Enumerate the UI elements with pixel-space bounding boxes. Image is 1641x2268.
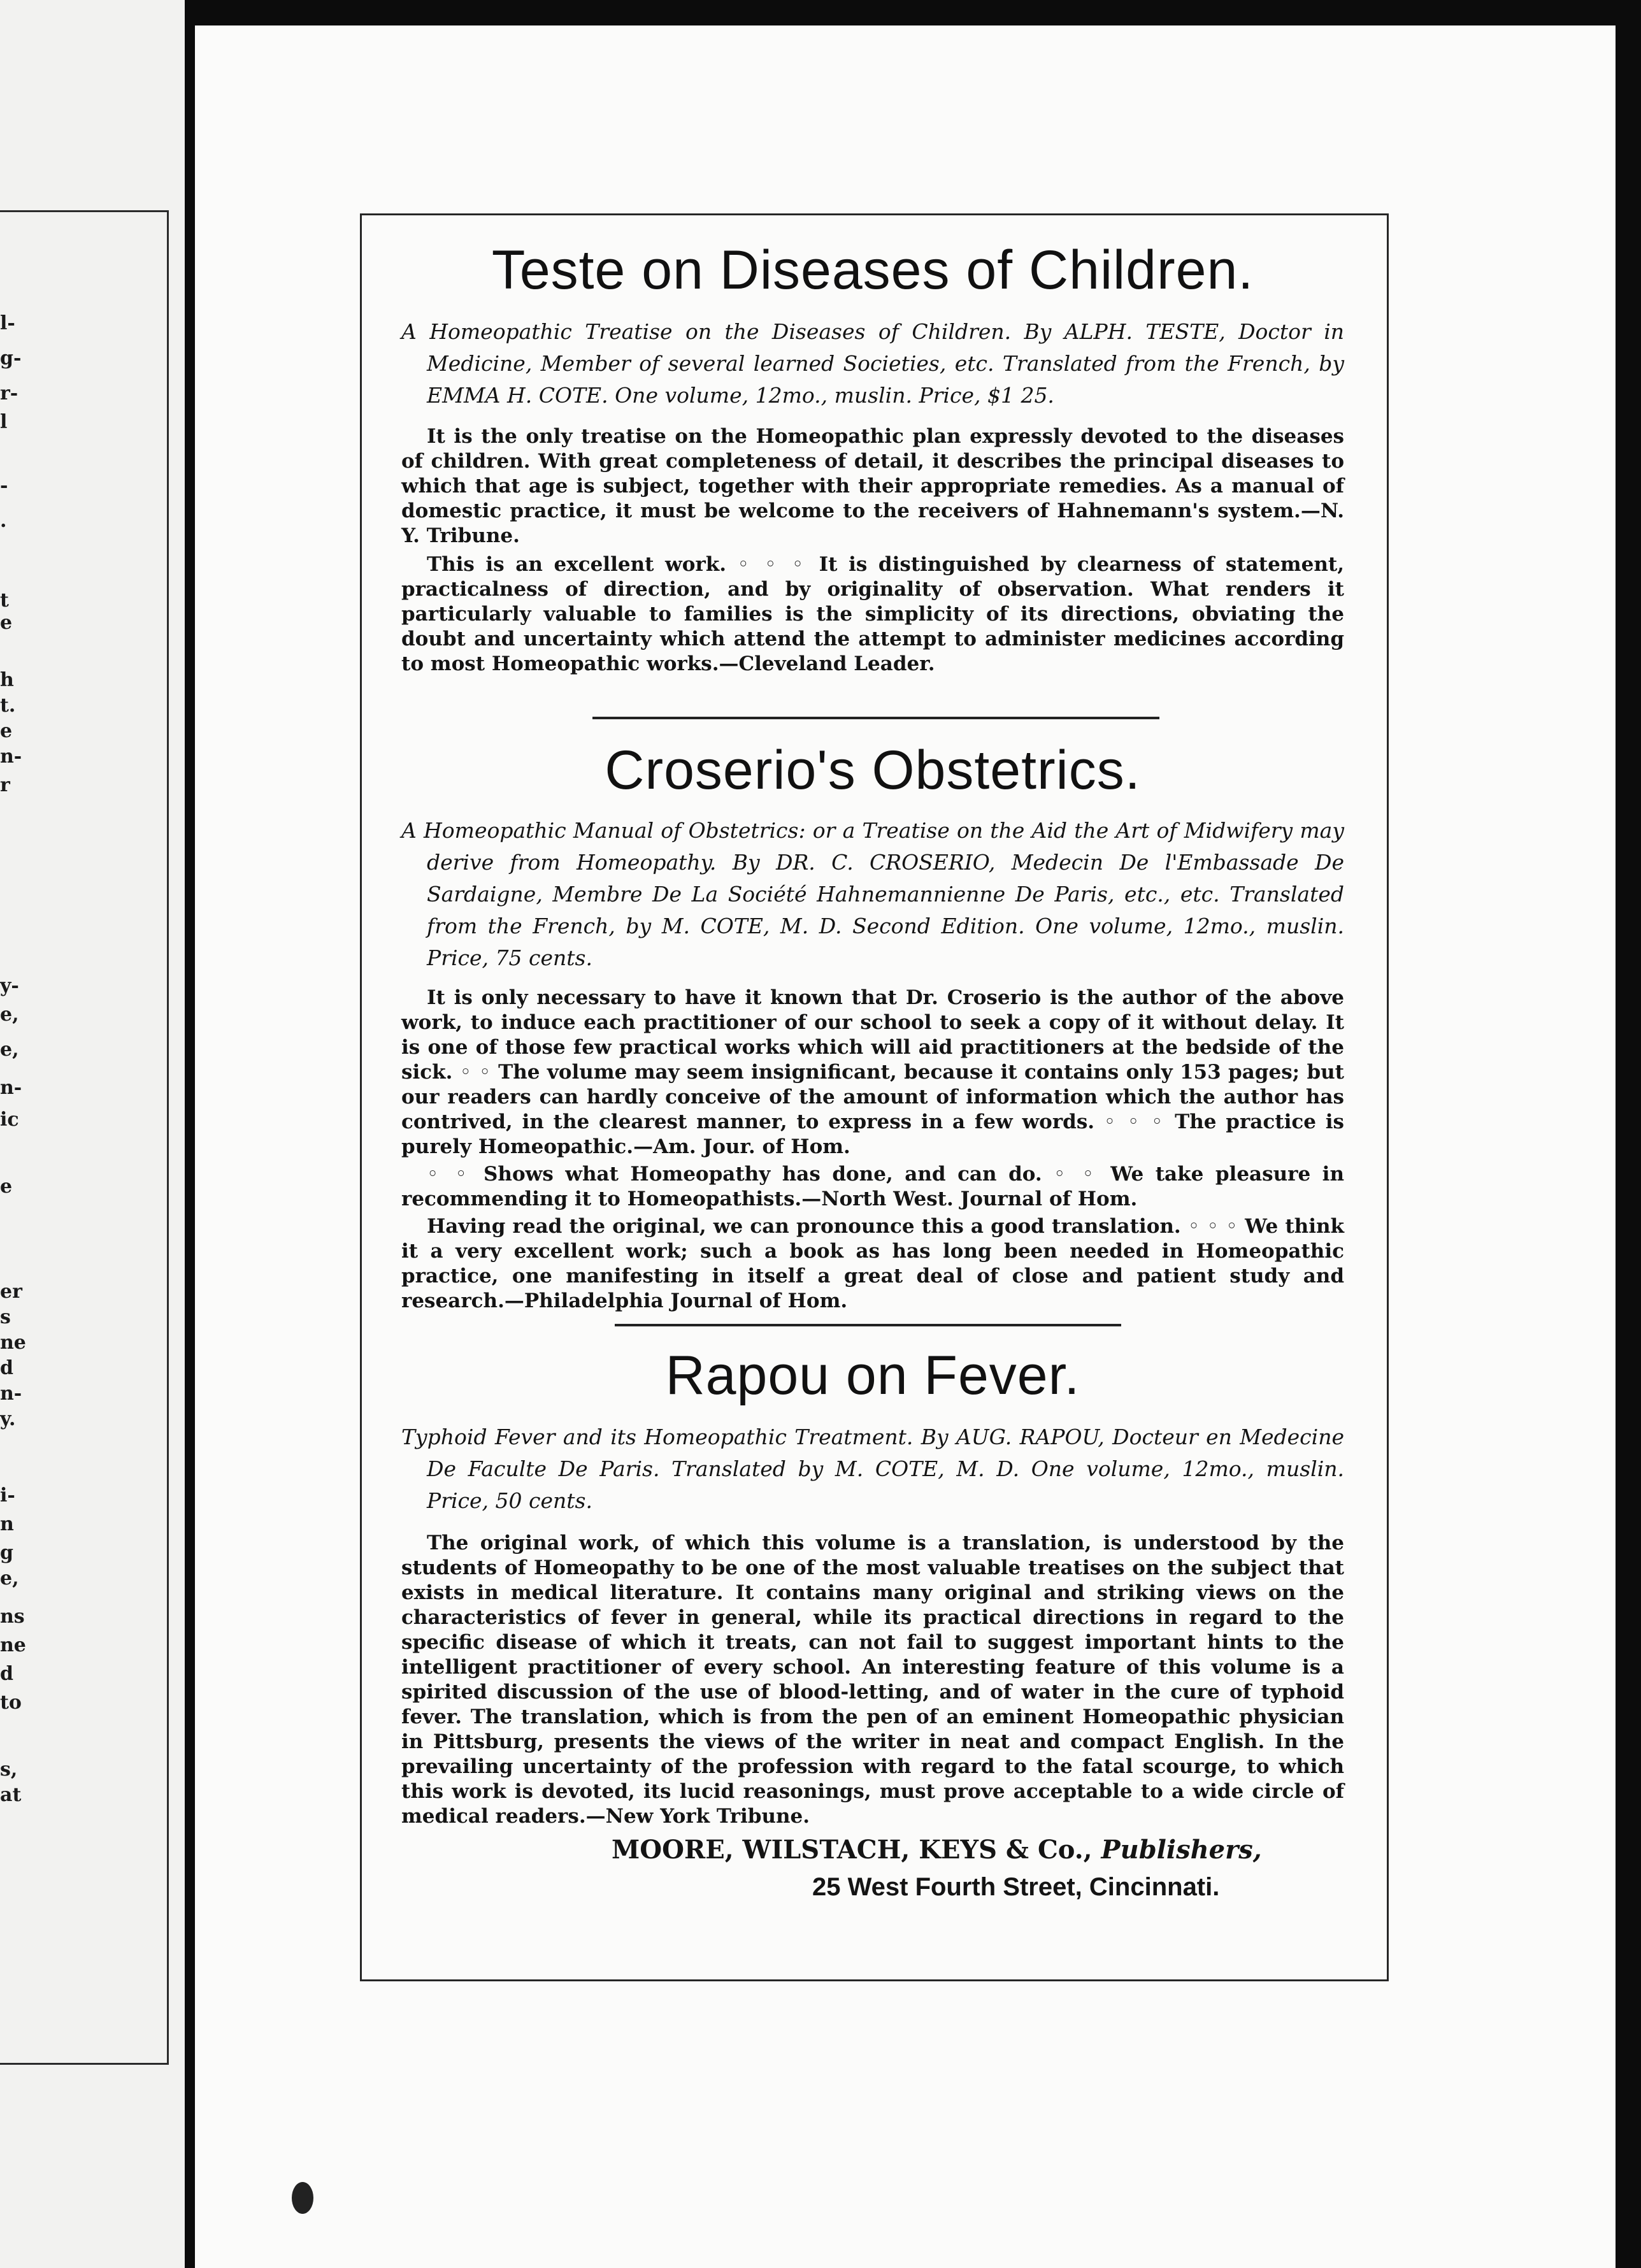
section-subtitle: Typhoid Fever and its Homeopathic Treatment. By AUG. RAPOU, Docteur en Medecine De Faculte De Paris. Translated by M. COTE, M. D. One volume, 12mo., muslin. Price, 50 cents. — [401, 1425, 1344, 1513]
review-paragraph: This is an excellent work. ◦ ◦ ◦ It is distinguished by clearness of statement, practicalness of direction, and by originality of observation. What renders it particularly valuable to families is the simplicity of its directions, obviating the doubt and uncertainty which attend the attempt to administer medicines according to most Homeopathic works.—Cleveland Leader. — [401, 553, 1344, 675]
ink-smudge — [292, 2182, 313, 2214]
left-page-fragment: . — [0, 510, 7, 532]
review-paragraph: The original work, of which this volume is a translation, is understood by the students of Homeopathy to be one of the most valuable treatises on the subject that exists in medical literature. It contains many original and striking views on the characteristics of fever in general, while its practical directions in regard to the specific disease of which it treats, can not fail to suggest important hints to the intelligent practitioner of every school. An interesting feature of this volume is a spirited discussion of the use of blood-letting, and of water in the cure of typhoid fever. The translation, which is from the pen of an eminent Homeopathic physician in Pittsburg, presents the views of the writer in neat and compact English. In the prevailing uncertainty of the profession with regard to the fatal scourge, to which this work is devoted, its lucid reasonings, must prove acceptable to a wide circle of medical readers.—New York Tribune. — [401, 1532, 1344, 1828]
publisher-address: 25 West Fourth Street, Cincinnati. — [812, 1873, 1220, 1901]
left-page-fragment: g — [0, 1542, 13, 1564]
left-page-fragment: n- — [0, 1077, 22, 1099]
left-page-fragment: l — [0, 411, 8, 433]
review-paragraph: Having read the original, we can pronounce this a good translation. ◦ ◦ ◦ We think it a very excellent work; such a book as has long been needed in Homeopathic practice, one manifesting in itself a great deal of close and patient study and research.—Philadelphia Journal of Hom. — [401, 1215, 1344, 1312]
left-page-fragment: er — [0, 1281, 22, 1303]
left-page-fragment: e, — [0, 1003, 19, 1026]
review-paragraph: ◦ ◦ Shows what Homeopathy has done, and can do. ◦ ◦ We take pleasure in recommending it to Homeopathists.—North West. Journal of Hom. — [401, 1163, 1344, 1210]
left-page-fragment: n- — [0, 745, 22, 768]
section-divider — [592, 717, 1159, 719]
left-page-fragment: to — [0, 1691, 22, 1714]
left-page-edge — [0, 0, 185, 2268]
left-page-text-fragments — [0, 0, 185, 2268]
left-page-fragment: e — [0, 1175, 13, 1198]
left-page-fragment: ne — [0, 1331, 26, 1354]
left-page-fragment: - — [0, 475, 8, 497]
left-page-fragment: s, — [0, 1758, 18, 1781]
left-page-fragment: e — [0, 612, 13, 634]
left-page-fragment: t — [0, 589, 9, 612]
section-teste — [401, 239, 1344, 677]
section-title: Rapou on Fever. — [665, 1345, 1080, 1406]
left-page-fragment: at — [0, 1784, 22, 1806]
left-page-fragment: ne — [0, 1634, 26, 1656]
left-page-fragment: e, — [0, 1567, 19, 1590]
left-page-fragment: e — [0, 720, 13, 742]
section-rapou — [401, 1344, 1344, 1829]
book-gutter — [185, 0, 195, 2268]
left-page-fragment: r — [0, 774, 10, 796]
section-title: Teste on Diseases of Children. — [491, 240, 1254, 301]
left-page-fragment: y- — [0, 975, 19, 997]
left-page-fragment: ic — [0, 1109, 19, 1131]
left-page-fragment: l- — [0, 312, 15, 334]
section-title: Croserio's Obstetrics. — [605, 740, 1141, 801]
section-subtitle: A Homeopathic Manual of Obstetrics: or a Treatise on the Aid the Art of Midwifery may derive from Homeopathy. By DR. C. CROSERIO, Medecin De l'Embassade De Sardaigne, Membre De La Société Hahnemannienne De Paris, etc., etc. Translated from the French, by M. COTE, M. D. Second Edition. One volume, 12mo., muslin. Price, 75 cents. — [401, 818, 1344, 970]
left-page-fragment: d — [0, 1663, 13, 1685]
left-page-fragment: h — [0, 669, 14, 691]
publisher-name: MOORE, WILSTACH, KEYS & Co., — [612, 1835, 1093, 1865]
left-page-fragment: r- — [0, 382, 18, 405]
left-page-fragment: s — [0, 1306, 11, 1328]
left-page-fragment: d — [0, 1357, 13, 1379]
left-page-fragment: y. — [0, 1408, 16, 1430]
section-croserio — [401, 739, 1344, 1314]
left-page-fragment: e, — [0, 1038, 19, 1061]
left-page-fragment: t. — [0, 694, 16, 717]
section-subtitle: A Homeopathic Treatise on the Diseases of Children. By ALPH. TESTE, Doctor in Medicine, Member of several learned Societies, etc. Translated from the French, by EMMA H. COTE. One volume, 12mo., muslin. Price, $1 25. — [401, 319, 1344, 408]
left-page-fragment: n- — [0, 1382, 22, 1405]
publisher-line — [612, 1835, 1262, 1865]
review-paragraph: It is the only treatise on the Homeopathic plan expressly devoted to the diseases of children. With great completeness of detail, it describes the principal diseases to which that age is subject, together with their appropriate remedies. As a manual of domestic practice, it must be welcome to the receivers of Hahnemann's system.—N. Y. Tribune. — [401, 425, 1344, 547]
publisher-role: Publishers, — [1101, 1835, 1262, 1865]
left-page-fragment: g- — [0, 347, 22, 370]
section-divider — [615, 1324, 1121, 1326]
left-page-fragment: n — [0, 1513, 14, 1535]
left-page-fragment: ns — [0, 1605, 25, 1628]
left-page-fragment: i- — [0, 1484, 15, 1507]
review-paragraph: It is only necessary to have it known that Dr. Croserio is the author of the above work, to induce each practitioner of our school to seek a copy of it without delay. It is one of those few practical works which will aid practitioners at the bedside of the sick. ◦ ◦ The volume may seem insignificant, because it contains only 153 pages; but our readers can hardly conceive of the amount of information which the author has contrived, in the clearest manner, to express in a few words. ◦ ◦ ◦ The practice is purely Homeopathic.—Am. Jour. of Hom. — [401, 986, 1344, 1158]
